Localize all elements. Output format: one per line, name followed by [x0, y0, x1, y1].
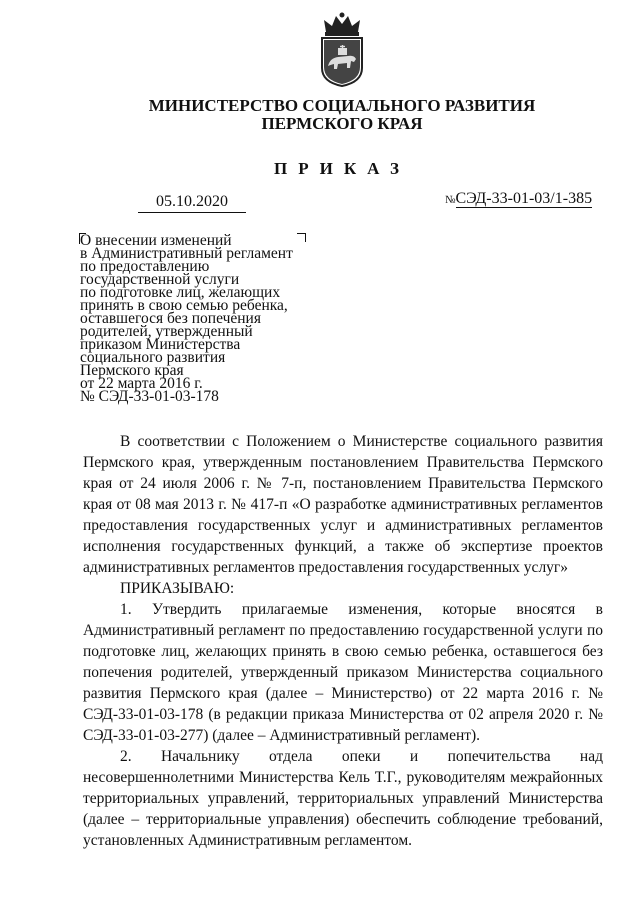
document-type-title: ПРИКАЗ: [274, 159, 410, 178]
number-sign: №: [445, 194, 456, 206]
subject-line: по предоставлению: [80, 258, 210, 275]
ministry-name-line1: МИНИСТЕРСТВО СОЦИАЛЬНОГО РАЗВИТИЯ: [148, 96, 536, 115]
preamble-paragraph: В соответствии с Положением о Министерстве социального развития Пермского края, утвержденным постановлением Правительства Пермского края от 24 июля 2006 г. № 7-п, постановлением Правительства Пермского края от 08 мая 2013 г. № 417-п «О разработке административных регламентов предоставления государственных услуг и административных регламентов исполнения государственных функций, а также об экспертизе проектов административных регламентов предоставления государственных услуг»: [83, 433, 603, 576]
order-number: СЭД-33-01-03/1-385: [455, 190, 593, 207]
coat-of-arms-icon: [318, 12, 366, 88]
order-item-2: 2. Начальнику отдела опеки и попечительства над несовершеннолетними Министерства Кель Т.Г., руководителям межрайонных территориальных управлений, территориальных управлений Министерства (далее – территориальные управления) обеспечить соблюдение требований, установленных Административным регламентом.: [83, 748, 603, 849]
subject-line: Пермского края: [80, 362, 184, 379]
subject-line: родителей, утвержденный: [80, 323, 253, 340]
order-subject: [80, 234, 295, 403]
subject-line: № СЭД-33-01-03-178: [80, 388, 219, 405]
order-number-field: [445, 190, 592, 208]
order-directive-word: ПРИКАЗЫВАЮ:: [120, 580, 235, 597]
subject-line: О внесении изменений: [80, 232, 232, 249]
subject-line: по подготовке лиц, желающих: [80, 284, 281, 301]
subject-line: от 22 марта 2016 г.: [80, 375, 203, 392]
order-date: 05.10.2020: [138, 192, 246, 213]
order-body: [83, 431, 603, 851]
subject-line: принять в свою семью ребенка,: [80, 297, 288, 314]
subject-line: социального развития: [80, 349, 226, 366]
ministry-name-line2: ПЕРМСКОГО КРАЯ: [261, 114, 423, 133]
subject-line: оставшегося без попечения: [80, 310, 261, 327]
order-item-1: 1. Утвердить прилагаемые изменения, которые вносятся в Административный регламент по предоставлению государственной услуги по подготовке лиц, желающих принять в свою семью ребенка, оставшегося без попечения родителей, утвержденный приказом Министерства социального развития Пермского края (далее – Министерство) от 22 марта 2016 г. № СЭД-33-01-03-178 (в редакции приказа Министерства от 02 апреля 2020 г. № СЭД-33-01-03-277) (далее – Административный регламент).: [83, 601, 603, 744]
subject-bracket-right: [297, 233, 306, 242]
subject-line: в Административный регламент: [80, 245, 293, 262]
subject-line: государственной услуги: [80, 271, 240, 288]
subject-line: приказом Министерства: [80, 336, 241, 353]
